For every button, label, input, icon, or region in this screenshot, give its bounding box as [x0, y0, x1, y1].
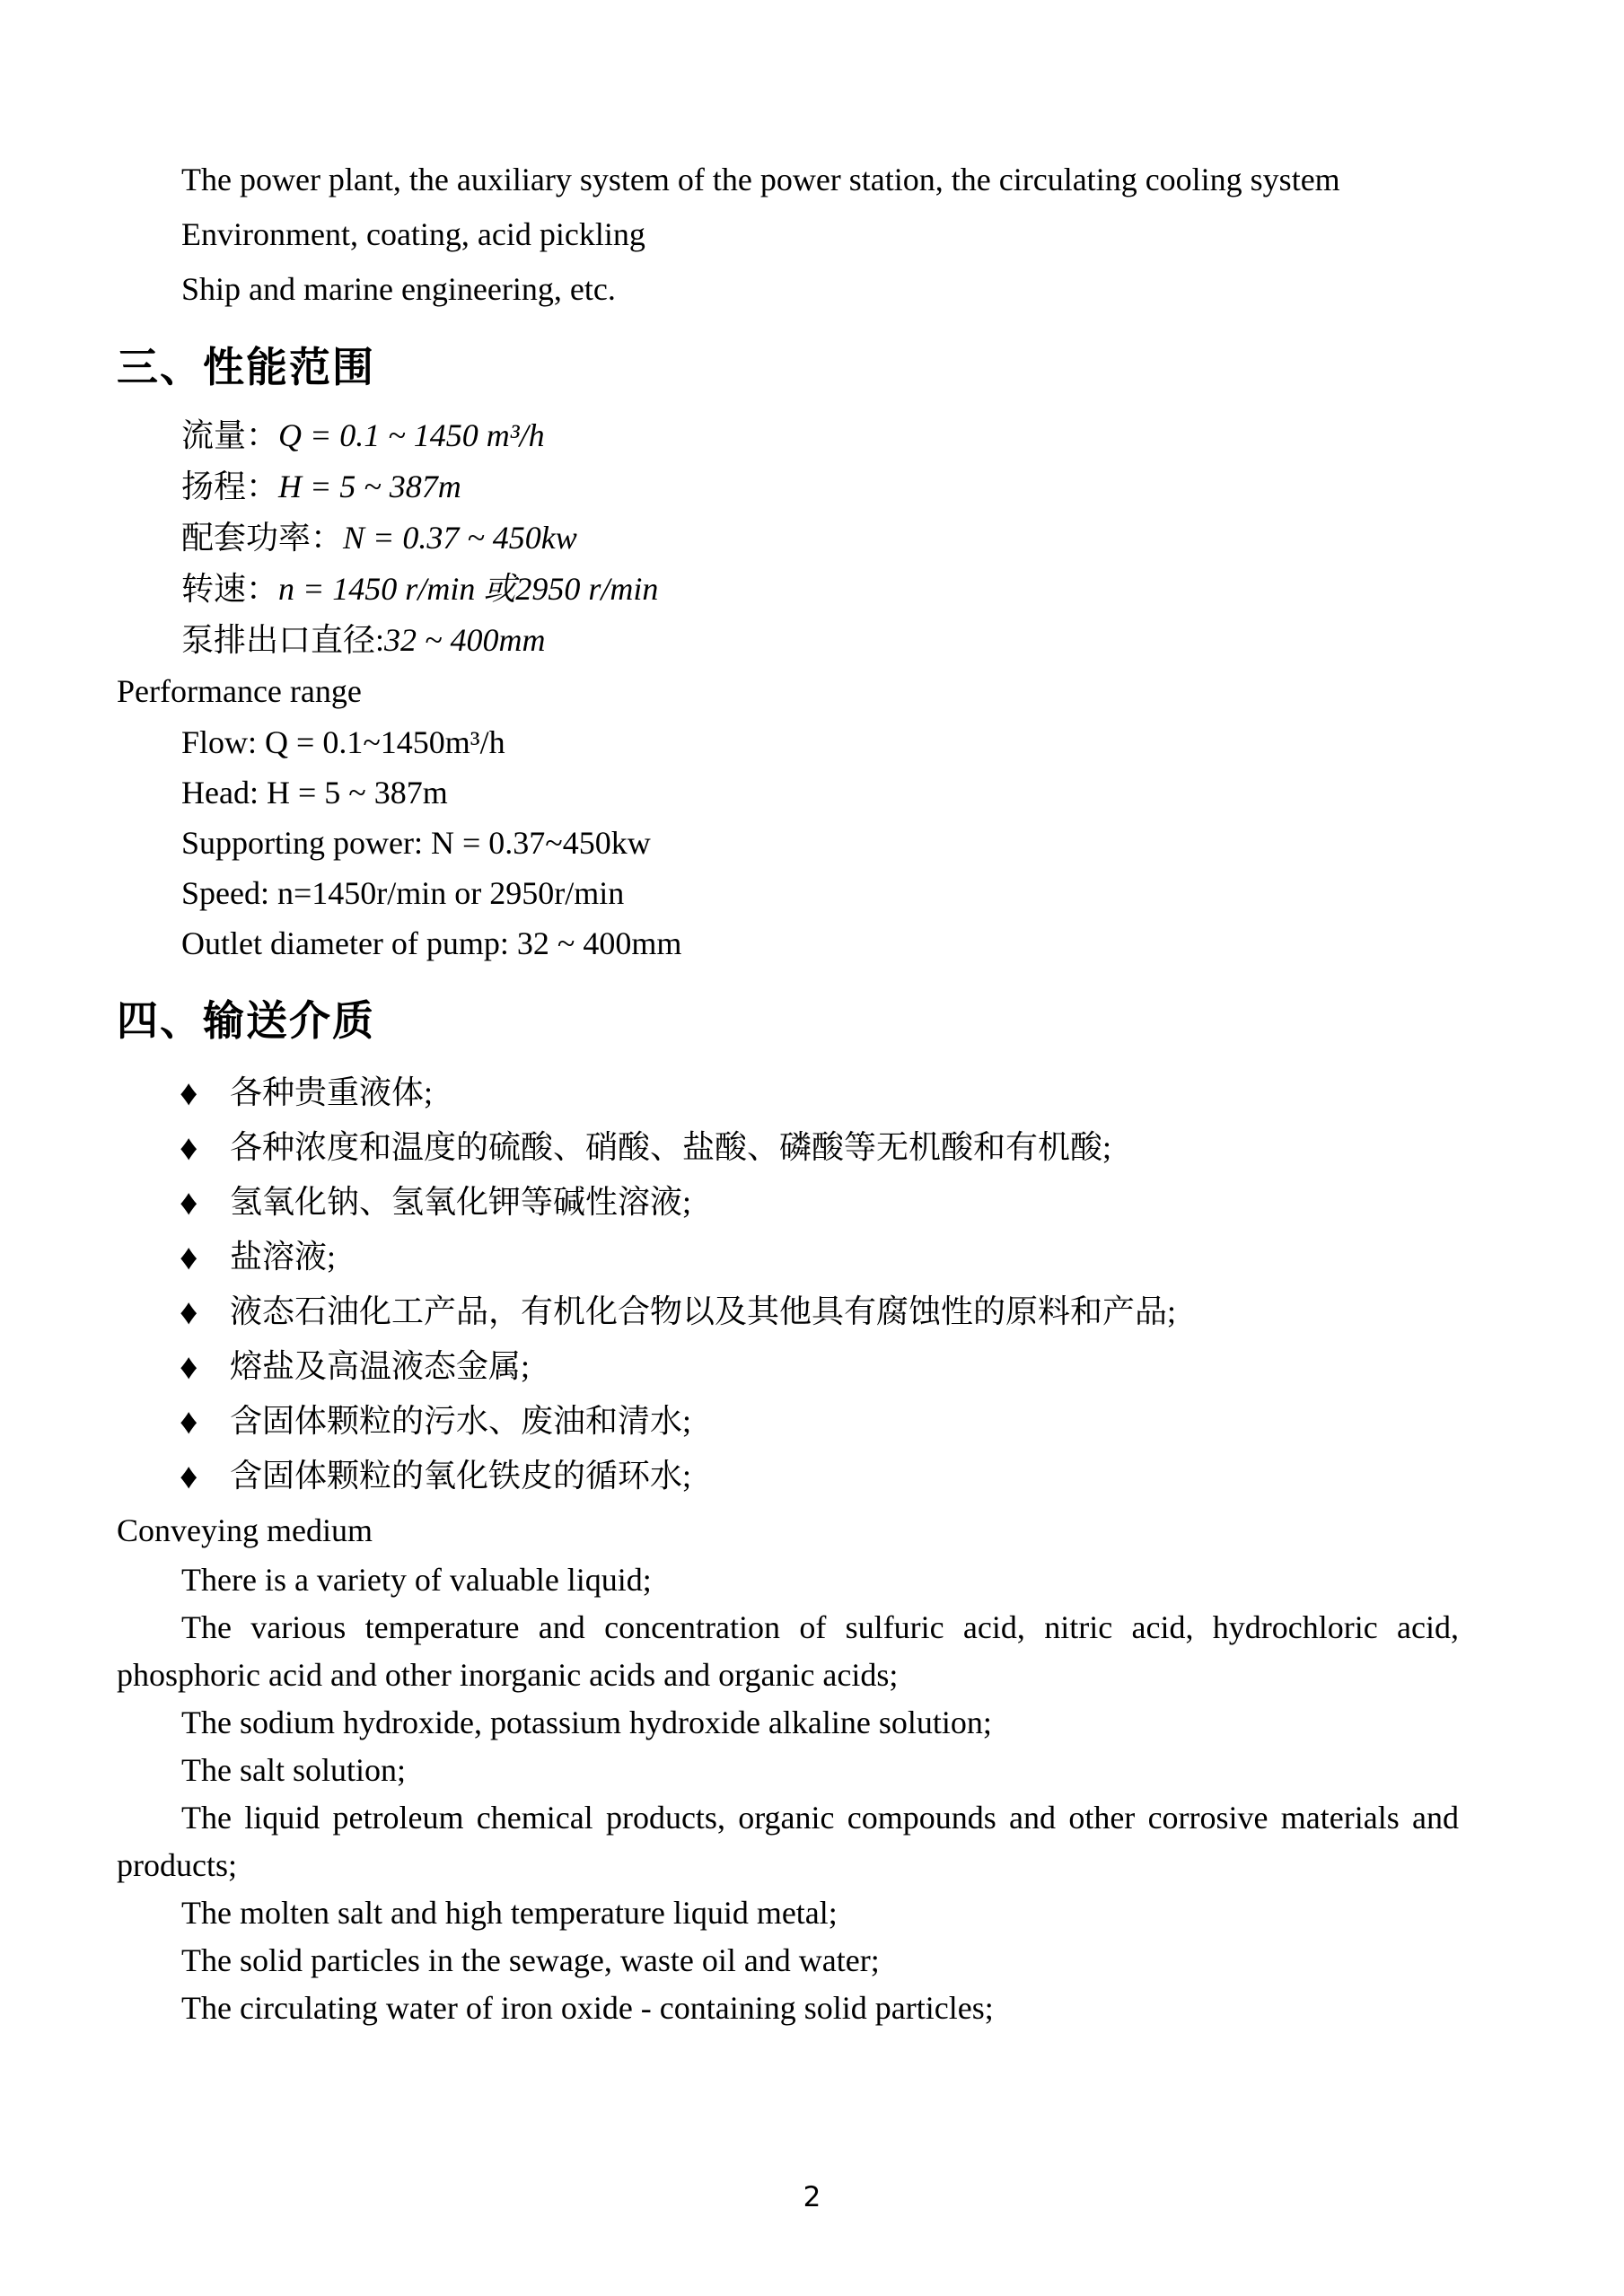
performance-range-heading: Performance range: [117, 673, 362, 709]
diamond-bullet-icon: ♦: [180, 1073, 198, 1113]
spec-en-line: Speed: n=1450r/min or 2950r/min: [181, 875, 625, 911]
intro-line: The power plant, the auxiliary system of the power station, the circulating cooling system: [181, 162, 1340, 197]
performance-specs-en: [117, 717, 1459, 968]
paragraph: The molten salt and high temperature liquid metal;: [181, 1895, 838, 1931]
paragraph: The solid particles in the sewage, waste oil and water;: [181, 1942, 880, 1978]
bullet-item: [117, 1122, 1459, 1173]
spec-en-line: Head: H = 5 ~ 387m: [181, 775, 448, 811]
bullet-text: 含固体颗粒的氧化铁皮的循环水;: [230, 1458, 692, 1494]
bullet-item: [117, 1177, 1459, 1228]
bullet-text: 各种浓度和温度的硫酸、硝酸、盐酸、磷酸等无机酸和有机酸;: [230, 1129, 1112, 1165]
spec-label: 扬程：: [181, 469, 279, 504]
diamond-bullet-icon: ♦: [180, 1182, 198, 1222]
bullet-item: [117, 1286, 1459, 1337]
spec-value: n = 1450 r/min 或2950 r/min: [278, 571, 659, 607]
spec-label: 配套功率：: [181, 520, 344, 556]
paragraph: The sodium hydroxide, potassium hydroxide alkaline solution;: [181, 1704, 992, 1740]
spec-value: Q = 0.1 ~ 1450 m³/h: [278, 417, 545, 453]
medium-bullet-list: [117, 1067, 1459, 1502]
spec-row-head: [117, 461, 1459, 513]
spec-label: 转速：: [181, 571, 279, 607]
spec-label: 泵排出口直径:: [181, 622, 385, 658]
spec-en-line: Supporting power: N = 0.37~450kw: [181, 825, 651, 861]
paragraph: The circulating water of iron oxide - containing solid particles;: [181, 1990, 994, 2026]
spec-row-power: [117, 513, 1459, 564]
bullet-text: 盐溶液;: [230, 1239, 337, 1275]
spec-en-line: Flow: Q = 0.1~1450m³/h: [181, 724, 505, 760]
paragraph: The liquid petroleum chemical products, organic compounds and other corrosive materials and products;: [117, 1800, 1459, 1883]
diamond-bullet-icon: ♦: [180, 1292, 198, 1332]
section4-heading: 四、输送介质: [117, 996, 375, 1045]
section3-heading: 三、性能范围: [117, 343, 375, 391]
intro-paragraphs: [117, 153, 1459, 317]
bullet-text: 熔盐及高温液态金属;: [230, 1348, 531, 1384]
bullet-item: [117, 1067, 1459, 1118]
paragraph: There is a variety of valuable liquid;: [181, 1562, 652, 1598]
spec-row-outlet: [117, 615, 1459, 666]
diamond-bullet-icon: ♦: [180, 1237, 198, 1277]
spec-value: N = 0.37 ~ 450kw: [343, 520, 577, 556]
spec-row-flow: [117, 410, 1459, 461]
spec-value: 32 ~ 400mm: [384, 622, 546, 658]
intro-line: Environment, coating, acid pickling: [181, 216, 645, 252]
paragraph: The various temperature and concentration of sulfuric acid, nitric acid, hydrochloric acid, phosphoric acid and other inorganic acids and organic acids;: [117, 1609, 1459, 1693]
diamond-bullet-icon: ♦: [180, 1401, 198, 1442]
medium-paragraphs-en: [117, 1556, 1459, 2032]
bullet-item: [117, 1341, 1459, 1392]
spec-en-line: Outlet diameter of pump: 32 ~ 400mm: [181, 925, 682, 961]
bullet-text: 氢氧化钠、氢氧化钾等碱性溶液;: [230, 1184, 692, 1220]
bullet-text: 各种贵重液体;: [230, 1074, 434, 1110]
spec-label: 流量：: [181, 417, 279, 453]
spec-value: H = 5 ~ 387m: [278, 469, 461, 504]
bullet-item: [117, 1231, 1459, 1283]
intro-line: Ship and marine engineering, etc.: [181, 271, 616, 307]
spec-row-speed: [117, 564, 1459, 615]
conveying-medium-heading: Conveying medium: [117, 1512, 373, 1548]
bullet-item: [117, 1450, 1459, 1502]
diamond-bullet-icon: ♦: [180, 1346, 198, 1387]
diamond-bullet-icon: ♦: [180, 1127, 198, 1168]
diamond-bullet-icon: ♦: [180, 1456, 198, 1496]
bullet-text: 液态石油化工产品，有机化合物以及其他具有腐蚀性的原料和产品;: [230, 1293, 1177, 1329]
page-number: 2: [803, 2181, 821, 2213]
performance-specs-cn: [117, 410, 1459, 666]
paragraph: The salt solution;: [181, 1752, 406, 1788]
bullet-text: 含固体颗粒的污水、废油和清水;: [230, 1403, 692, 1439]
bullet-item: [117, 1396, 1459, 1447]
